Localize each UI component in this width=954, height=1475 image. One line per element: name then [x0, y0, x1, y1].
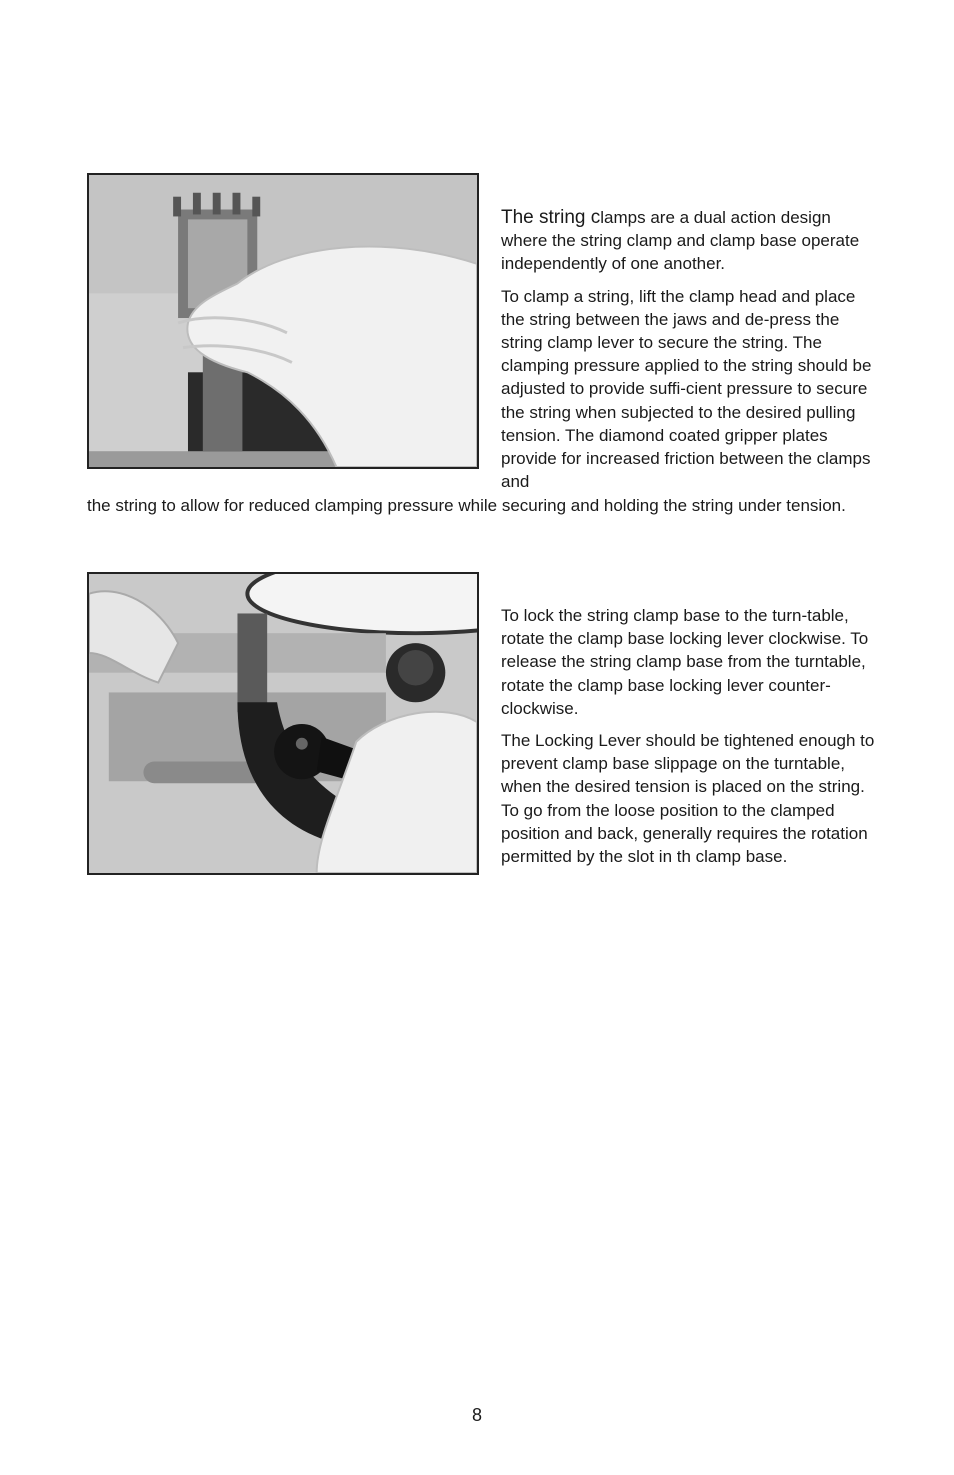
string-clamp-description — [501, 206, 879, 502]
string-clamp-illustration — [89, 175, 477, 467]
lock-base-paragraph: To lock the string clamp base to the turn-table, rotate the clamp base locking lever clockwise. To release the string clamp base from the turntable, rotate the clamp base locking lever counter-clockwise. — [501, 606, 869, 718]
locking-lever-illustration — [89, 574, 477, 873]
clamp-intro-paragraph — [501, 206, 879, 276]
locking-lever-description — [501, 604, 879, 877]
clamp-usage-continued: the string to allow for reduced clamping pressure while securing and holding the string under tension. — [87, 496, 846, 515]
clamp-intro-text: lamps are a dual action design where the string clamp and clamp base operate independently of one another. — [501, 208, 860, 274]
string-clamp-photo — [87, 173, 479, 469]
clamp-usage-paragraph: To clamp a string, lift the clamp head and place the string between the jaws and de-press the string clamp lever to secure the string. The clamping pressure applied to the string should be adjusted to provide suffi-cient pressure to secure the string when subjected to the desired pulling tension. The diamond coated gripper plates provide for increased friction between the clamps and — [501, 286, 872, 492]
locking-lever-tension-paragraph: The Locking Lever should be tightened enough to prevent clamp base slippage on the turntable, when the desired tension is placed on the string. To go from the loose position to the clamped position and back, generally requires the rotation permitted by the slot in th clamp base. — [501, 731, 875, 867]
locking-lever-photo — [87, 572, 479, 875]
clamp-intro-lead: The string c — [501, 207, 601, 228]
page-number: 8 — [471, 1405, 482, 1425]
